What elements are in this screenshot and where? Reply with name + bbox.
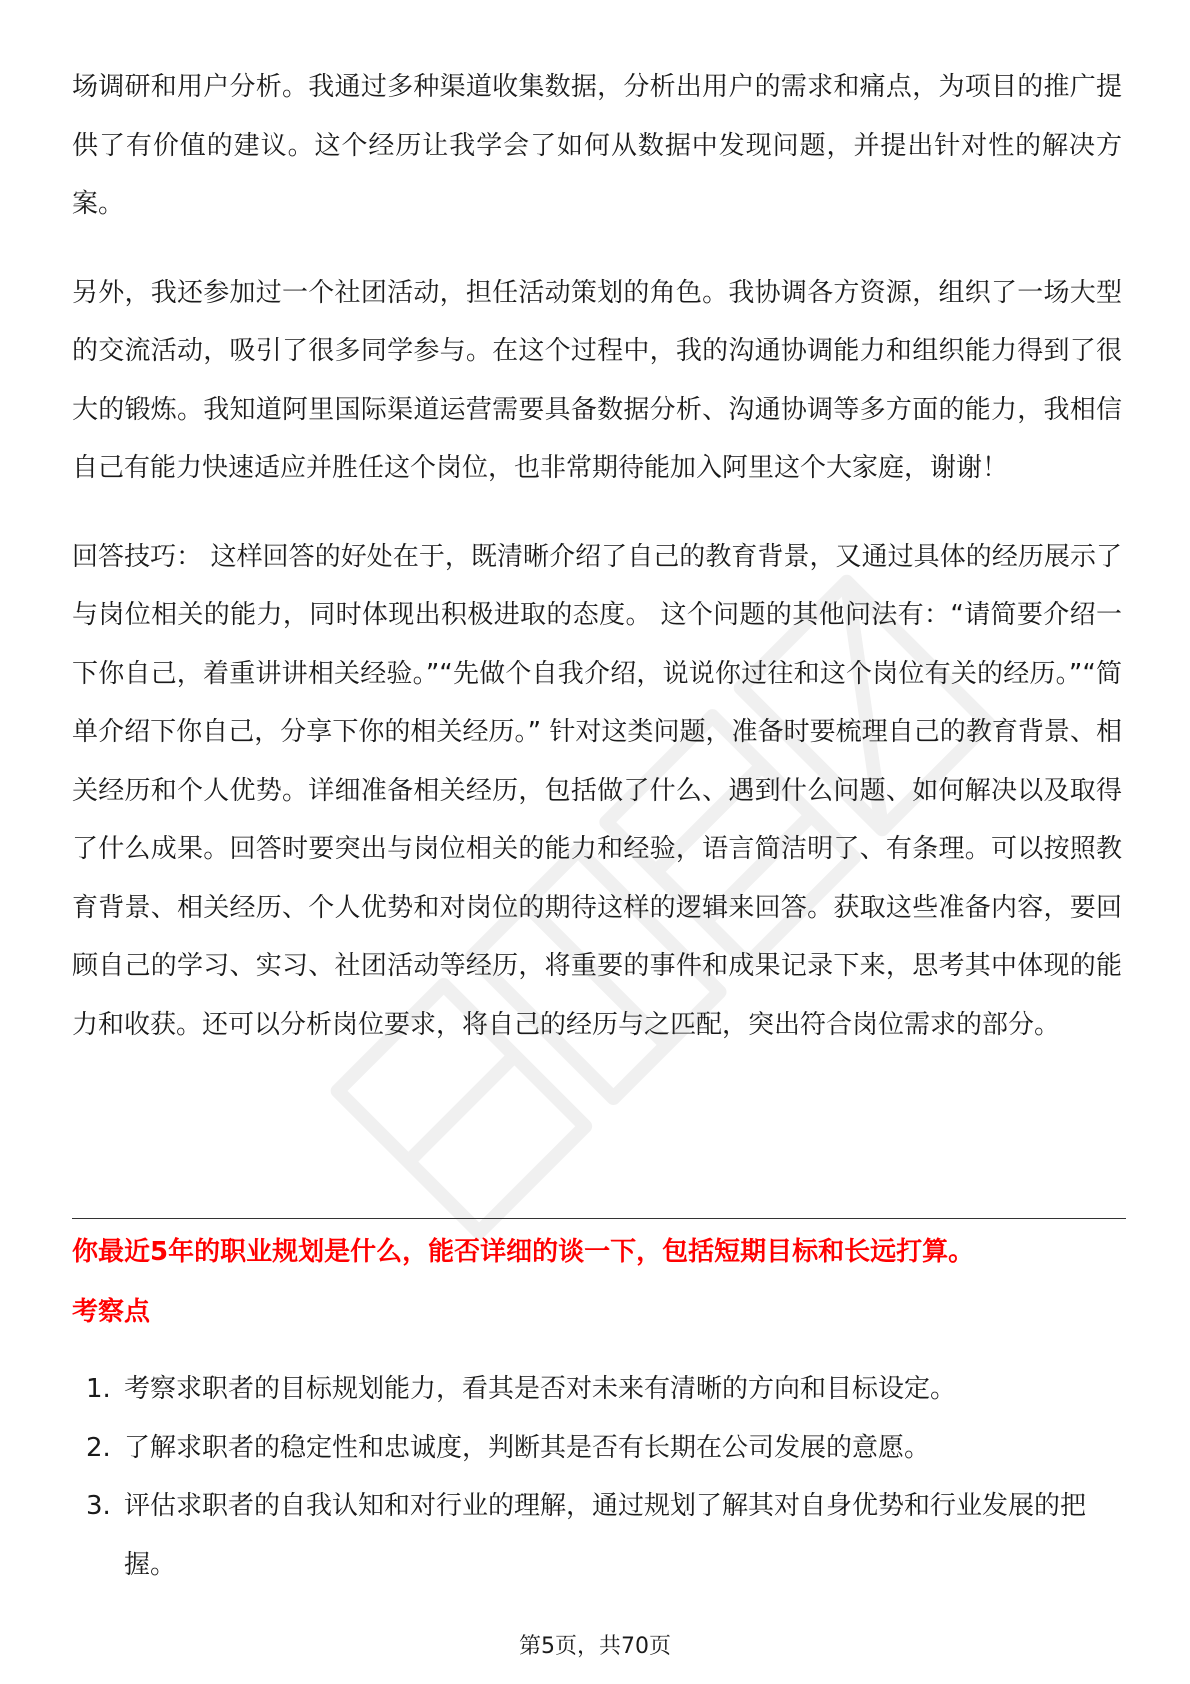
list-item-number: 1. [86, 1374, 111, 1404]
list-item-number: 3. [86, 1491, 111, 1521]
list-item-number: 2. [86, 1432, 111, 1463]
list-item [72, 1477, 1126, 1594]
paragraph: 另外，我还参加过一个社团活动，担任活动策划的角色。我协调各方资源，组织了一场大型的交流活动，吸引了很多同学参与。在这个过程中，我的沟通协调能力和组织能力得到了很大的锻炼。我知道阿里国际渠道运营需要具备数据分析、沟通协调等多方面的能力，我相信自己有能力快速适应并胜任这个岗位，也非常期待能加入阿里这个大家庭，谢谢！ [72, 277, 1122, 483]
document-body [72, 58, 1122, 1054]
question-heading: 你最近5年的职业规划是什么，能否详细的谈一下，包括短期目标和长远打算。 [72, 1237, 975, 1267]
section-label: 考察点 [72, 1297, 151, 1327]
list-item-text: 了解求职者的稳定性和忠诚度，判断其是否有长期在公司发展的意愿。 [124, 1432, 931, 1463]
assessment-points-list [72, 1360, 1126, 1594]
list-item-text: 评估求职者的自我认知和对行业的理解，通过规划了解其对自身优势和行业发展的把握。 [124, 1491, 1087, 1580]
page-number-footer: 第5页，共70页 [519, 1634, 671, 1659]
paragraph: 场调研和用户分析。我通过多种渠道收集数据，分析出用户的需求和痛点，为项目的推广提供了有价值的建议。这个经历让我学会了如何从数据中发现问题，并提出针对性的解决方案。 [72, 72, 1122, 219]
list-item [72, 1419, 1126, 1478]
paragraph: 回答技巧： 这样回答的好处在于，既清晰介绍了自己的教育背景，又通过具体的经历展示了与岗位相关的能力，同时体现出积极进取的态度。 这个问题的其他问法有：“请简要介绍一下你自己，着重讲讲相关经验。”“先做个自我介绍，说说你过往和这个岗位有关的经历。”“简单介绍下你自己，分享下你的相关经历。” 针对这类问题，准备时要梳理自己的教育背景、相关经历和个人优势。详细准备相关经历，包括做了什么、遇到什么问题、如何解决以及取得了什么成果。回答时要突出与岗位相关的能力和经验，语言简洁明了、有条理。可以按照教育背景、相关经历、个人优势和对岗位的期待这样的逻辑来回答。获取这些准备内容，要回顾自己的学习、实习、社团活动等经历，将重要的事件和成果记录下来，思考其中体现的能力和收获。还可以分析岗位要求，将自己的经历与之匹配，突出符合岗位需求的部分。 [72, 541, 1122, 1040]
section-divider [72, 1218, 1126, 1219]
list-item-text: 考察求职者的目标规划能力，看其是否对未来有清晰的方向和目标设定。 [124, 1374, 957, 1404]
list-item [72, 1360, 1126, 1419]
